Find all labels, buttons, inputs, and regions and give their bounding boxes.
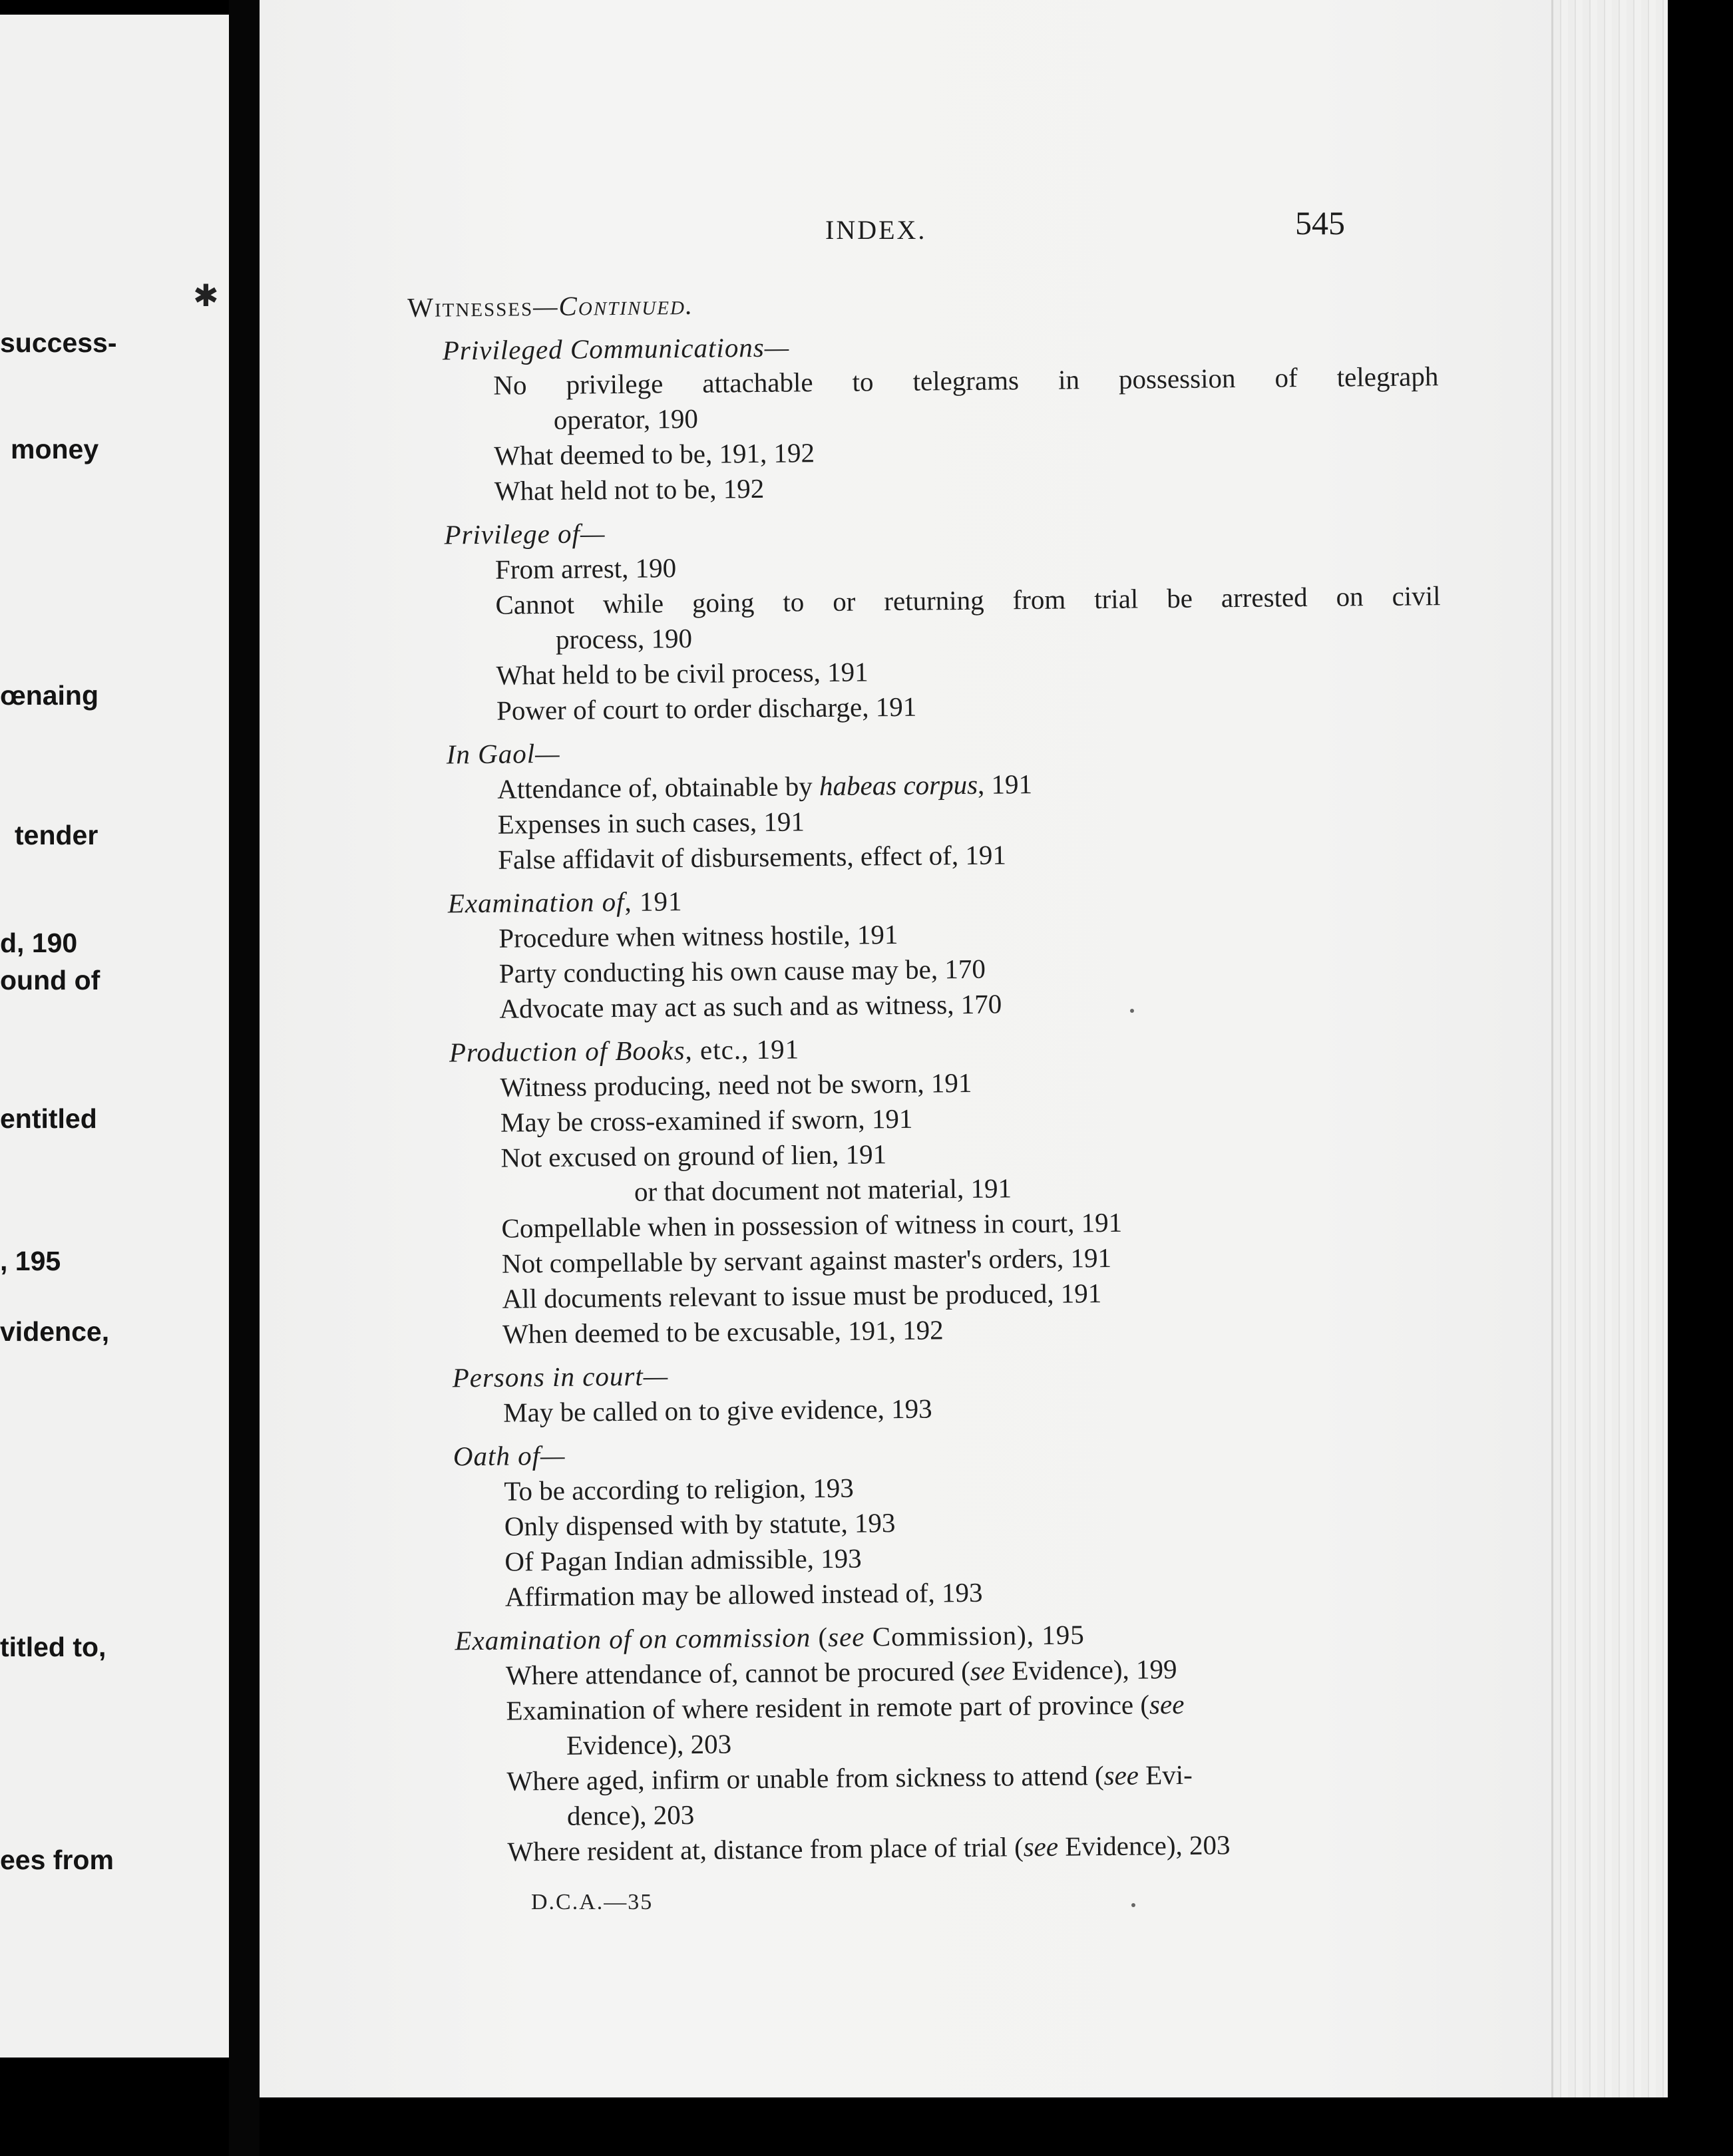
index-entry: dence), 203 (566, 1799, 695, 1831)
index-entries (407, 280, 1461, 1871)
see-reference: see (1023, 1831, 1059, 1863)
entry-text: Examination of where resident in remote part of province ( (506, 1689, 1150, 1726)
entry-italic: habeas corpus (819, 769, 978, 802)
index-entry: Affirmation may be allowed instead of, 193 (504, 1576, 983, 1612)
index-entry: Not excused on ground of lien, 191 (500, 1139, 887, 1173)
index-entry: To be according to religion, 193 (504, 1472, 854, 1507)
see-reference: see (827, 1621, 865, 1653)
subheading-italic: Production of Books (449, 1035, 685, 1068)
index-entry: No privilege attachable to telegrams in possession of telegraph (493, 361, 1439, 401)
facing-page-fragment: titled to, (0, 1632, 106, 1662)
index-entry: Evidence), 203 (566, 1728, 732, 1761)
subheading-italic: Examination of (447, 886, 625, 919)
facing-page-fragment: money (11, 434, 99, 464)
index-entry: Power of court to order discharge, 191 (496, 691, 917, 726)
subheading: Privileged Communications— (442, 331, 790, 366)
entry-text: , 191 (977, 769, 1033, 800)
entry-text: Evidence), 199 (1004, 1653, 1177, 1686)
scan-border (1668, 0, 1733, 2156)
index-entry: Witness producing, need not be sworn, 191 (500, 1067, 972, 1103)
index-entry: When deemed to be excusable, 191, 192 (502, 1314, 944, 1349)
page-title: INDEX. (825, 215, 927, 245)
index-entry: Only dispensed with by statute, 193 (504, 1507, 896, 1542)
facing-page-fragment: , 195 (0, 1246, 61, 1276)
entry-text: Where resident at, distance from place of trial ( (507, 1831, 1024, 1867)
index-entry: Cannot while going to or returning from trial be arrested on civil (495, 580, 1441, 620)
index-entry: All documents relevant to issue must be produced, 191 (502, 1278, 1102, 1314)
index-entry: Procedure when witness hostile, 191 (498, 918, 898, 954)
page-number: 545 (1295, 204, 1345, 242)
subheading: In Gaol— (446, 737, 560, 770)
subheading: Persons in court— (452, 1360, 669, 1393)
index-entry: Of Pagan Indian admissible, 193 (504, 1542, 862, 1577)
facing-page-fragment: œnaing (0, 680, 99, 711)
entry-text: Evi- (1138, 1759, 1193, 1791)
entry-text: Attendance of, obtainable by (496, 771, 820, 805)
see-reference: see (970, 1655, 1006, 1686)
signature-mark: D.C.A.—35 (531, 1890, 654, 1914)
heading-suffix: —Continued. (532, 289, 694, 322)
facing-page-fragment: vidence, (0, 1316, 110, 1347)
facing-page-fragment: d, 190 (0, 928, 78, 958)
subheading-suffix: , 191 (624, 886, 683, 917)
subheading: Privilege of— (444, 518, 606, 550)
print-speck (1131, 1903, 1135, 1907)
subheading-text: Commission), 195 (865, 1619, 1085, 1652)
facing-page-fragment: ees from (0, 1845, 114, 1875)
facing-page (0, 15, 229, 2058)
index-entry: May be called on to give evidence, 193 (502, 1393, 932, 1428)
entry-text: Where aged, infirm or unable from sickness to attend ( (506, 1760, 1104, 1797)
index-entry: Not compellable by servant against master's orders, 191 (501, 1242, 1112, 1279)
index-entry: From arrest, 190 (494, 552, 677, 585)
entry-text: Where attendance of, cannot be procured ( (505, 1655, 970, 1691)
facing-page-fragment: entitled (0, 1103, 97, 1134)
index-entry: process, 190 (555, 622, 693, 655)
subheading-suffix: , etc., 191 (685, 1033, 800, 1066)
index-entry: What deemed to be, 191, 192 (494, 437, 815, 471)
facing-page-fragment: tender (15, 820, 98, 850)
heading-word: Witnesses (407, 291, 534, 323)
subheading-text: ( (811, 1622, 829, 1653)
index-entry: May be cross-examined if sworn, 191 (500, 1103, 913, 1138)
subheading-italic: Examination of on commission (455, 1622, 811, 1656)
index-entry: operator, 190 (553, 403, 699, 435)
see-reference: see (1103, 1759, 1139, 1791)
facing-page-fragment: success- (0, 327, 117, 358)
book-gutter (229, 0, 260, 2156)
index-entry: Compellable when in possession of witness in court, 191 (501, 1206, 1123, 1244)
asterisk-mark-icon: ✱ (193, 277, 219, 313)
index-entry: or that document not material, 191 (634, 1172, 1012, 1207)
see-reference: see (1149, 1688, 1185, 1720)
index-entry: What held to be civil process, 191 (496, 656, 868, 691)
index-entry: Party conducting his own cause may be, 170 (498, 953, 986, 989)
page-edge (1551, 0, 1668, 2097)
index-entry: Expenses in such cases, 191 (497, 806, 805, 840)
index-entry: False affidavit of disbursements, effect of, 191 (497, 839, 1007, 875)
facing-page-fragment: ound of (0, 965, 100, 995)
entry-text: Evidence), 203 (1058, 1829, 1231, 1862)
index-entry: Advocate may act as such and as witness, 170 (499, 988, 1002, 1024)
subheading: Oath of— (453, 1439, 566, 1472)
index-entry: What held not to be, 192 (494, 472, 765, 506)
